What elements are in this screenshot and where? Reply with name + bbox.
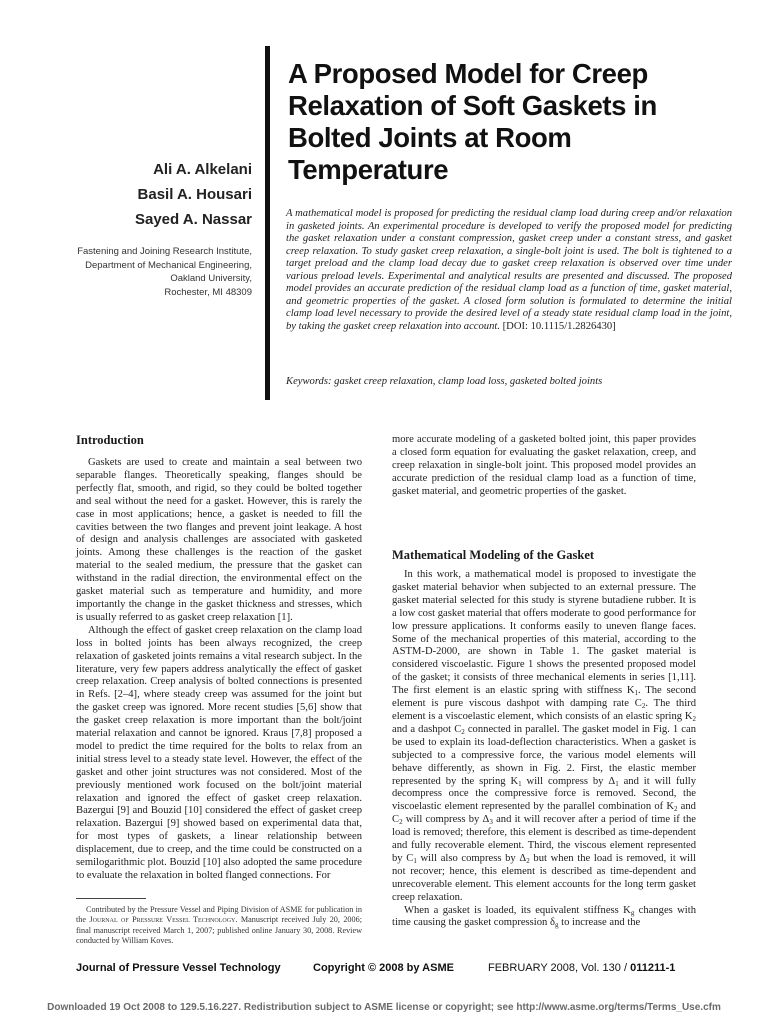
math-text: When a gasket is loaded, its equivalent stiffness K: [404, 904, 631, 916]
subscript: g: [554, 921, 559, 930]
footer-copyright: Copyright © 2008 by ASME: [313, 962, 454, 974]
doi-link[interactable]: [DOI: 10.1115/1.2826430]: [502, 320, 616, 332]
affiliation: [76, 245, 252, 299]
footnote-rule: [76, 898, 146, 899]
math-text: but when the load is removed, it will not recover; hence, this element is described as time-dependent and unrecoverable element. This element accounts for the long term gasket creep relaxation.: [392, 852, 696, 903]
author-2: Basil A. Housari: [137, 186, 252, 203]
intro-paragraph-2: Although the effect of gasket creep relaxation on the clamp load loss in bolted joints has been always recognized, the creep relaxation of gasketed joints remains a vital research subject. In the literature, very few papers address analytically the effect of gasket creep relaxation. Creep analysis of bolted connections is presented in Refs. [2–4], where steady creep was assumed for the joint but the gasket creep was ignored. More recent studies [5,6] show that the gasket creep relaxation is more important than the bolt/joint material relaxation and cannot be ignored. Kraus [7,8] proposed a model to predict the time required for the bolts to relax from an initial stress level to a steady state level. However, the effect of the gasket and other joint structures was not considered. Most of the previously mentioned work focused on the bolt/joint material relaxation and ignored the effect of gasket creep relaxation. Bazergui [9] and Bouzid [10] considered the effect of gasket creep relaxation. Bazergui [9] showed based on experimental data that, for most types of gaskets, a linear relationship between displacement, due to creep, and the time could be constructed on a semilogarithmic plot. Bouzid [10] also adopted the same procedure to evaluate the relaxation in bolted flanged connections. For: [76, 624, 362, 881]
right-column-top: [392, 434, 696, 499]
right-paragraph-1: more accurate modeling of a gasketed bolted joint, this paper provides a closed form equation for evaluating the gasket relaxation, creep, and creep relaxation in single-bolt joint. This proposed model provides an accurate prediction of the residual clamp load as a function of time, gasket material, and geometric properties of the gasket.: [392, 434, 696, 497]
subscript: 2: [526, 856, 530, 865]
footnote: [76, 905, 362, 947]
math-text: will compress by Δ: [402, 814, 490, 826]
affiliation-line: Oakland University,: [170, 273, 252, 284]
author-list: [100, 157, 252, 232]
math-text: . The third element is a viscoelastic element, which consists of an elastic spring K: [392, 698, 696, 722]
intro-paragraph-1: Gaskets are used to create and maintain a seal between two separable flanges. Theoretically speaking, flanges should be perfectly flat, smooth, and rigid, so they could be bolted together and seal without the need for a gasket. However, this is rarely the case in most applications; hence, a gasket is needed to fill the cavities between the two flanges and prevent joint leakage. A host of design and analysis challenges are associated with gasketed joints. Among these challenges is the reaction of the gasket material to the sealed medium, the pressure that the gasket can withstand in the radial direction, the environmental effect on the gasket material such as temperature and humidity, and more importantly the change in the gasket thickness and stresses, which is usually referred to as gasket creep relaxation [1].: [76, 457, 362, 623]
download-notice: Downloaded 19 Oct 2008 to 129.5.16.227. Redistribution subject to ASME license or copyright; see http://www.asme.org/terms/Terms_Use.cfm: [47, 1002, 721, 1013]
intro-heading: Introduction: [76, 433, 144, 447]
math-heading: Mathematical Modeling of the Gasket: [392, 548, 595, 562]
math-text: will compress by Δ: [521, 775, 616, 787]
footnote-text: . Manuscript received July 20, 2006; final manuscript received March 1, 2007; published online January 30, 2008. Review conducted by William Koves.: [76, 915, 362, 946]
footnote-text: Contributed by the Pressure Vessel and Piping Division of ASME for publication in the: [76, 905, 362, 925]
subscript: 1: [518, 779, 522, 788]
affiliation-line: Fastening and Joining Research Institute,: [77, 246, 252, 257]
subscript: 1: [413, 856, 417, 865]
math-text: will also compress by Δ: [416, 852, 527, 864]
abstract-text: A mathematical model is proposed for predicting the residual clamp load during creep and/or relaxation in gasketed joints. An experimental procedure is developed to verify the proposed model for predicting the gasket relaxation under a constant compression, gasket creep under a constant stress, and gasket creep relaxation. To study gasket creep relaxation, a single-bolt joint is used. The bolt is tightened to a target preload and the clamp load decay due to gasket creep relaxation is observed over time under various preload levels. Experimental and analytical results are presented and discussed. The proposed model provides an accurate prediction of the residual clamp load as a function of time, gasket material, and geometric properties of the gasket. A closed form solution is formulated to determine the initial clamp load level necessary to provide the desired level of a steady state residual clamp load in the joint, by taking the gasket creep relaxation into account.: [286, 208, 732, 332]
footnote-journal: Journal of Pressure Vessel Technology: [89, 915, 236, 925]
math-text: and it will recover after a period of time if the load is removed; therefore, this element is described as time-dependent and fully recoverable element. Third, the viscous element represented by C: [392, 814, 696, 864]
intro-column: [76, 457, 362, 883]
subscript: 2: [692, 714, 696, 723]
abstract: [286, 208, 732, 333]
math-text: connected in parallel. The gasket model in Fig. 1 can be used to explain its load-deflection characteristics. When a gasket is subjected to a compressive force, the various model elements will behave differently, as shown in Fig. 2. First, the elastic member represented by the spring K: [392, 723, 696, 787]
math-text: . The second element is pure viscous dashpot with damping rate C: [392, 685, 696, 710]
math-text: and it will fully decompress once the compressive force is removed. Second, the viscoelastic element represented by the parallel combination of K: [392, 775, 696, 813]
subscript: 1: [615, 779, 619, 788]
math-column: [392, 569, 696, 930]
footer-issue: [488, 962, 675, 974]
math-text: and a dashpot C: [392, 723, 462, 735]
subscript: 2: [674, 805, 678, 814]
subscript: 3: [489, 818, 493, 827]
math-paragraph-2: [392, 905, 696, 931]
keywords: Keywords: gasket creep relaxation, clamp load loss, gasketed bolted joints: [286, 376, 603, 387]
subscript: 2: [641, 702, 646, 711]
author-1: Ali A. Alkelani: [153, 161, 252, 178]
math-text: changes with time causing the gasket compression δ: [392, 904, 696, 929]
affiliation-line: Rochester, MI 48309: [164, 286, 252, 298]
subscript: 2: [399, 818, 403, 827]
author-3: Sayed A. Nassar: [134, 211, 252, 228]
math-text: and C: [392, 801, 696, 826]
math-text: In this work, a mathematical model is proposed to investigate the gasket material behavior when subjected to an external pressure. The gasket material selected for this study is styrene butadiene rubber. It is a low cost gasket material that offers moderate to good performance for low pressure applications. It conforms easily to uneven flange faces. Some of the mechanical properties of this material, according to the ASTM-D-2000, are shown in Table 1. The gasket material is considered viscoelastic. Figure 1 shows the presented proposed model of the gasket; it consists of three mechanical elements in series [1,11]. The first element is an elastic spring with stiffness K: [392, 569, 696, 697]
footer-journal: Journal of Pressure Vessel Technology: [76, 962, 281, 974]
footer-page: 011211-1: [630, 962, 676, 974]
paper-title: A Proposed Model for Creep Relaxation of Soft Gaskets in Bolted Joints at Room Temperature: [288, 58, 657, 185]
affiliation-line: Department of Mechanical Engineering,: [85, 259, 252, 271]
title-rule: [265, 46, 270, 400]
footer-date: FEBRUARY 2008, Vol. 130 /: [488, 962, 628, 974]
subscript: 2: [461, 727, 465, 736]
subscript: g: [630, 908, 635, 917]
subscript: 1: [634, 689, 639, 698]
math-text: to increase and the: [558, 917, 641, 929]
math-paragraph-1: [392, 569, 696, 905]
